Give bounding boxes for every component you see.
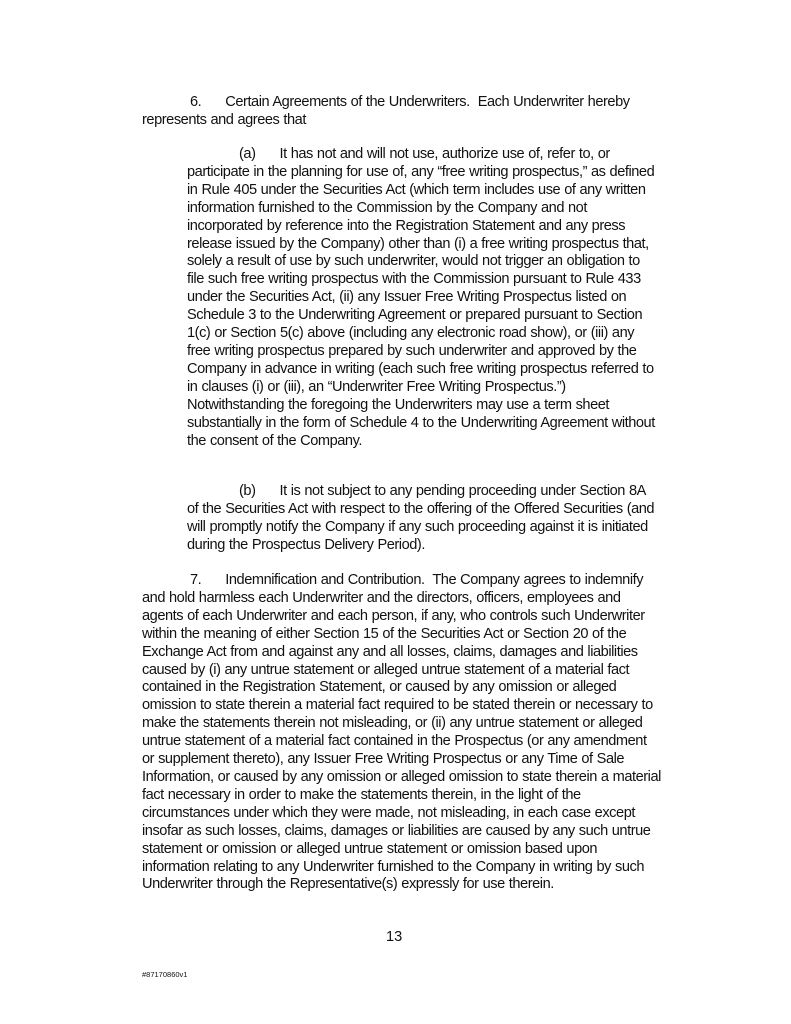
clause-b-text: It is not subject to any pending proceeding under Section 8A of the Securities Act with respect to the offering of the Offered Securities (and will promptly notify the Company if any such proceeding against it is initiated during the Prospectus Delivery Period). [187, 483, 655, 553]
clause-b-paragraph [187, 483, 657, 555]
section-7-number: 7. [190, 572, 202, 588]
section-6-heading: Certain Agreements of the Underwriters. [225, 94, 470, 110]
section-6-paragraph [142, 94, 652, 130]
clause-a-paragraph [187, 146, 657, 450]
section-6-number: 6. [190, 94, 202, 110]
document-id: #87170860v1 [142, 970, 188, 979]
section-6-intro: Each Underwriter hereby represents and agrees that [142, 94, 630, 128]
page-number: 13 [386, 929, 403, 945]
section-7-text: The Company agrees to indemnify and hold harmless each Underwriter and the directors, officers, employees and agents of each Underwriter and each person, if any, who controls such Underwriter within the meaning of either Section 15 of the Securities Act or Section 20 of the Exchange Act from and against any and all losses, claims, damages and liabilities caused by (i) any untrue statement or alleged untrue statement of a material fact contained in the Registration Statement, or caused by any omission or alleged omission to state therein a material fact required to be stated therein or necessary to make the statements therein not misleading, or (ii) any untrue statement or alleged untrue statement of a material fact contained in the Prospectus (or any amendment or supplement thereto), any Issuer Free Writing Prospectus or any Time of Sale Information, or caused by any omission or alleged omission to state therein a material fact necessary in order to make the statements therein, in the light of the circumstances under which they were made, not misleading, in each case except insofar as such losses, claims, damages or liabilities are caused by any such untrue statement or omission or alleged untrue statement or omission based upon information relating to any Underwriter furnished to the Company in writing by such Underwriter through the Representative(s) expressly for use therein. [142, 572, 661, 893]
clause-a-text: It has not and will not use, authorize use of, refer to, or participate in the planning for use of, any “free writing prospectus,” as defined in Rule 405 under the Securities Act (which term includes use of any written information furnished to the Commission by the Company and not incorporated by reference into the Registration Statement and any press release issued by the Company) other than (i) a free writing prospectus that, solely a result of use by such underwriter, would not trigger an obligation to file such free writing prospectus with the Commission pursuant to Rule 433 under the Securities Act, (ii) any Issuer Free Writing Prospectus listed on Schedule 3 to the Underwriting Agreement or prepared pursuant to Section 1(c) or Section 5(c) above (including any electronic road show), or (iii) any free writing prospectus prepared by such underwriter and approved by the Company in advance in writing (each such free writing prospectus referred to in clauses (i) or (iii), an “Underwriter Free Writing Prospectus.”) Notwithstanding the foregoing the Underwriters may use a term sheet substantially in the form of Schedule 4 to the Underwriting Agreement without the consent of the Company. [187, 146, 655, 449]
section-7-heading: Indemnification and Contribution. [225, 572, 425, 588]
clause-b-label: (b) [239, 483, 256, 499]
section-7-paragraph [142, 572, 662, 894]
clause-a-label: (a) [239, 146, 256, 162]
